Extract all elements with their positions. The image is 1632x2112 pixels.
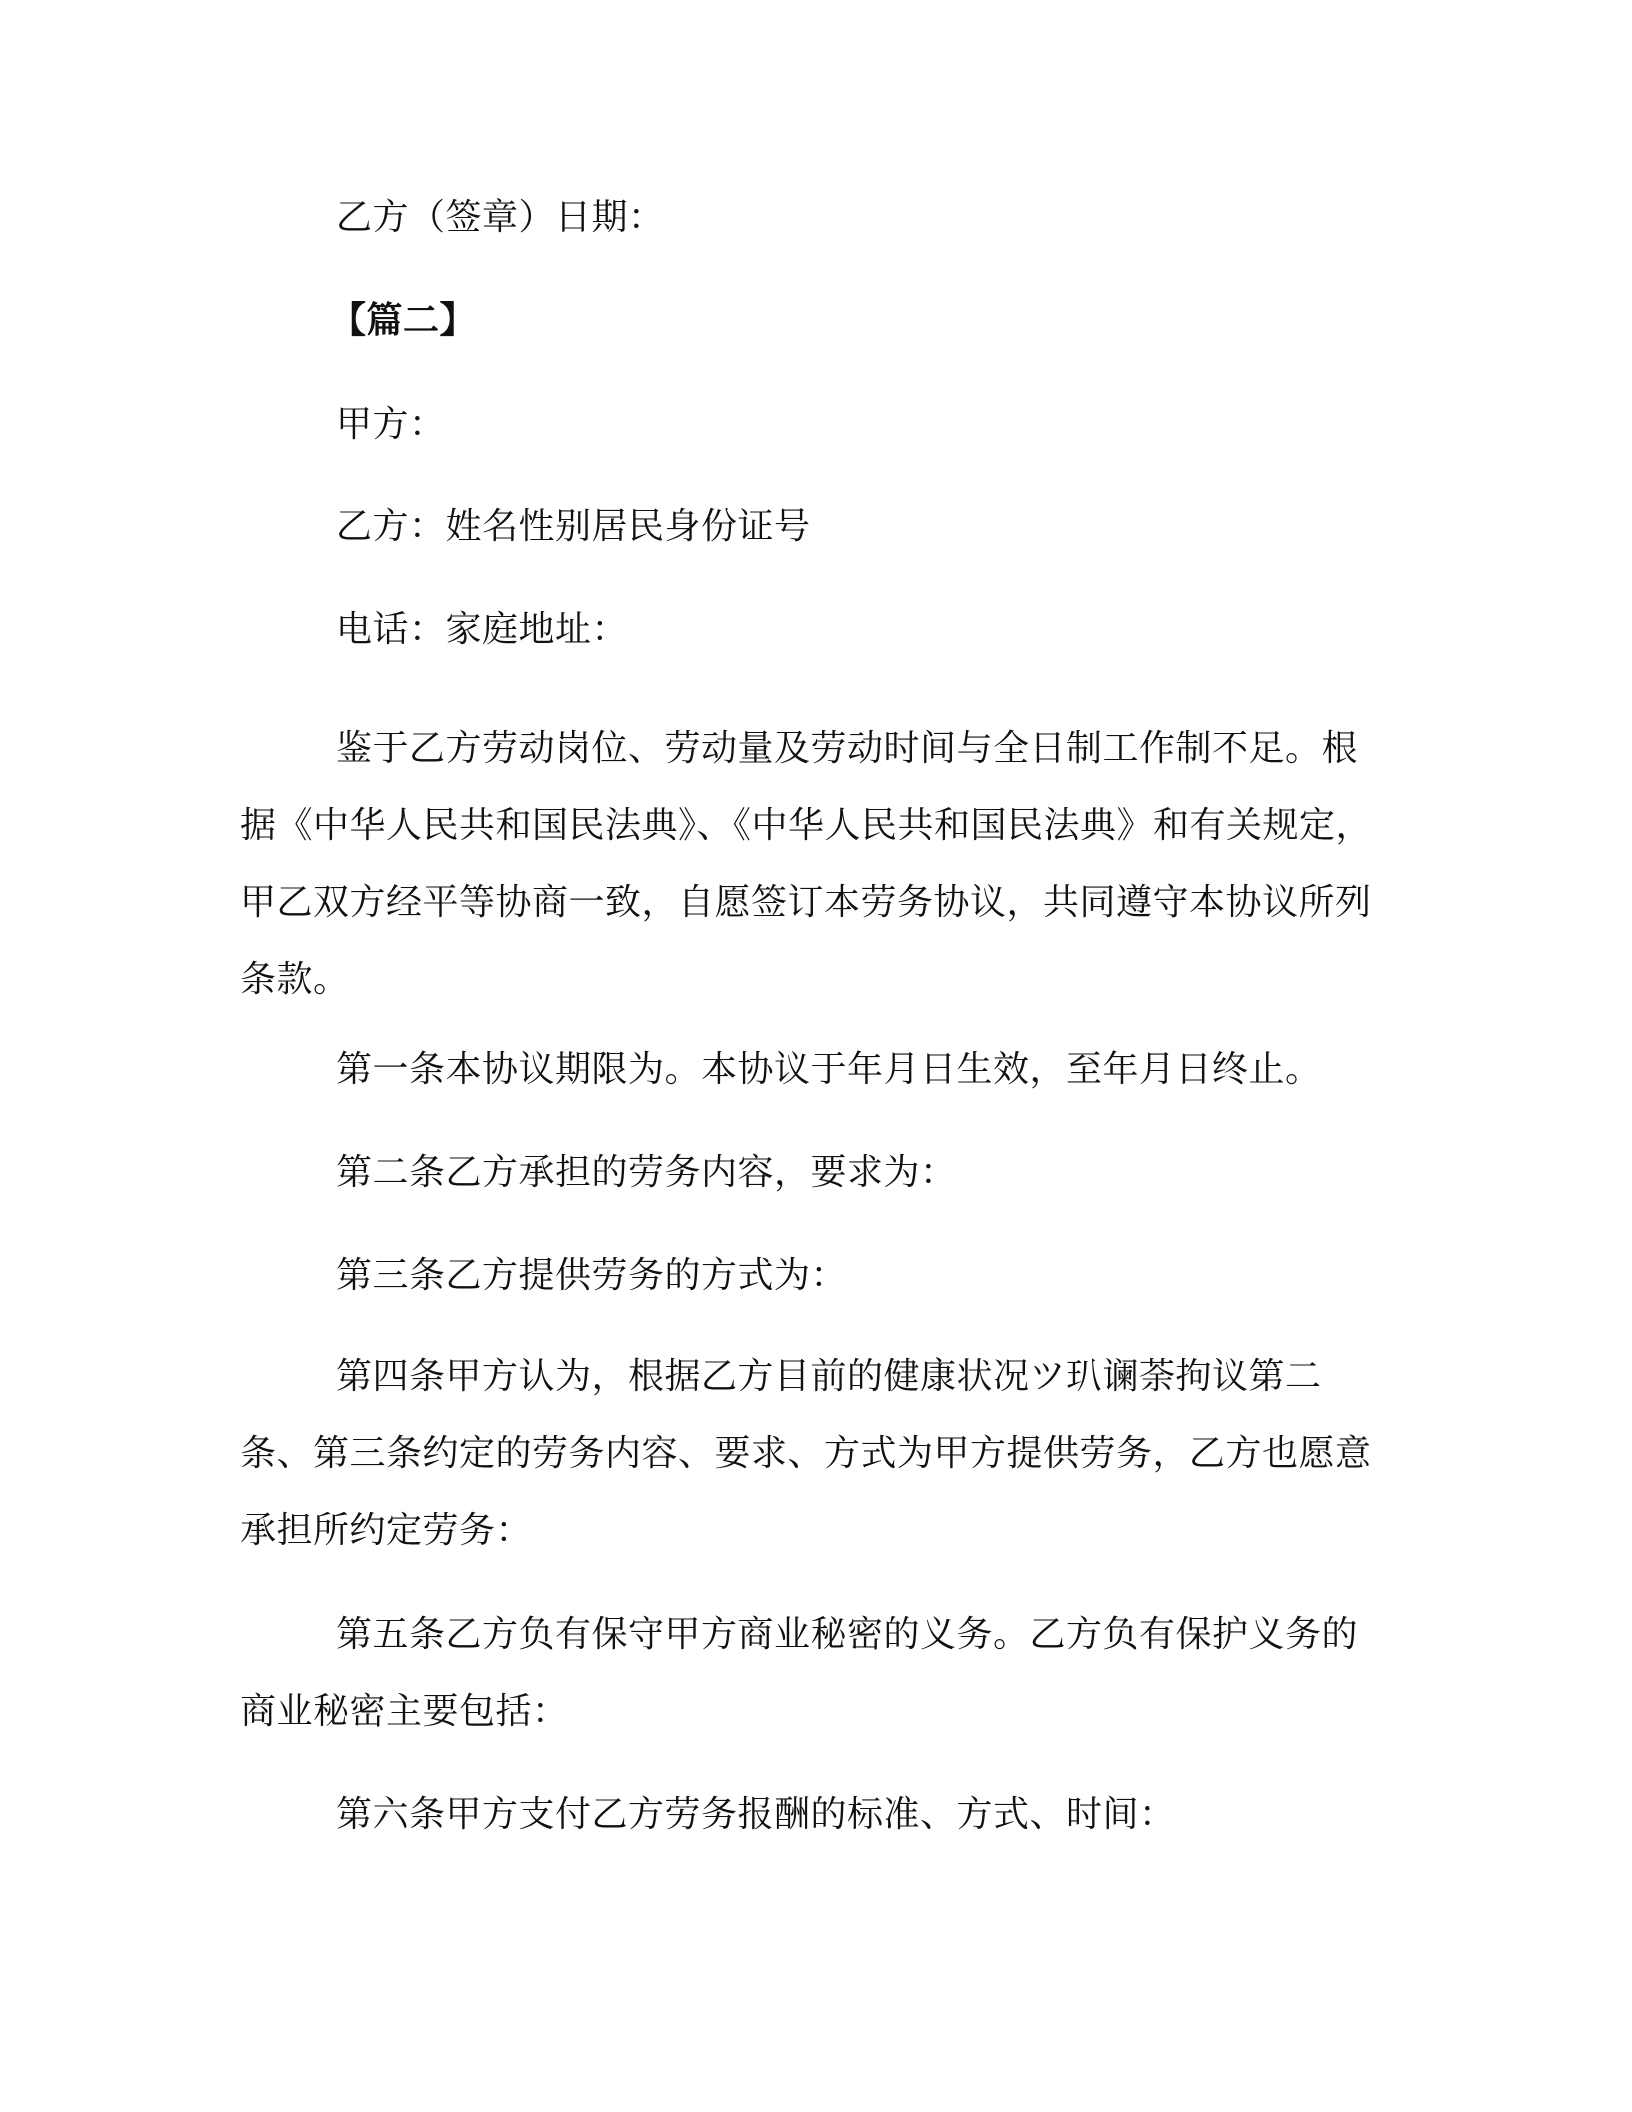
article-3: 第三条乙方提供劳务的方式为： xyxy=(336,1255,848,1296)
article-6: 第六条甲方支付乙方劳务报酬的标准、方式、时间： xyxy=(336,1794,1176,1835)
party-a-line: 甲方： xyxy=(336,404,446,445)
party-b-info-line: 乙方：姓名性别居民身份证号 xyxy=(336,506,811,547)
article-5: 第五条乙方负有保守甲方商业秘密的义务。乙方负有保护义务的商业秘密主要包括： xyxy=(240,1614,1359,1732)
section-heading: 【篇二】 xyxy=(330,300,477,341)
contact-line: 电话：家庭地址： xyxy=(336,609,629,650)
party-b-signature-line: 乙方（签章）日期： xyxy=(336,197,665,238)
article-1: 第一条本协议期限为。本协议于年月日生效，至年月日终止。 xyxy=(336,1049,1322,1090)
article-4: 第四条甲方认为，根据乙方目前的健康状况ツ玐谰荼拘议第二条、第三条约定的劳务内容、要求、方式为甲方提供劳务，乙方也愿意承担所约定劳务： xyxy=(240,1356,1372,1551)
preamble-paragraph: 鉴于乙方劳动岗位、劳动量及劳动时间与全日制工作制不足。根据《中华人民共和国民法典》、《中华人民共和国民法典》和有关规定，甲乙双方经平等协商一致，自愿签订本劳务协议，共同遵守本协议所列条款。 xyxy=(240,728,1373,1000)
article-2: 第二条乙方承担的劳务内容，要求为： xyxy=(336,1152,957,1193)
